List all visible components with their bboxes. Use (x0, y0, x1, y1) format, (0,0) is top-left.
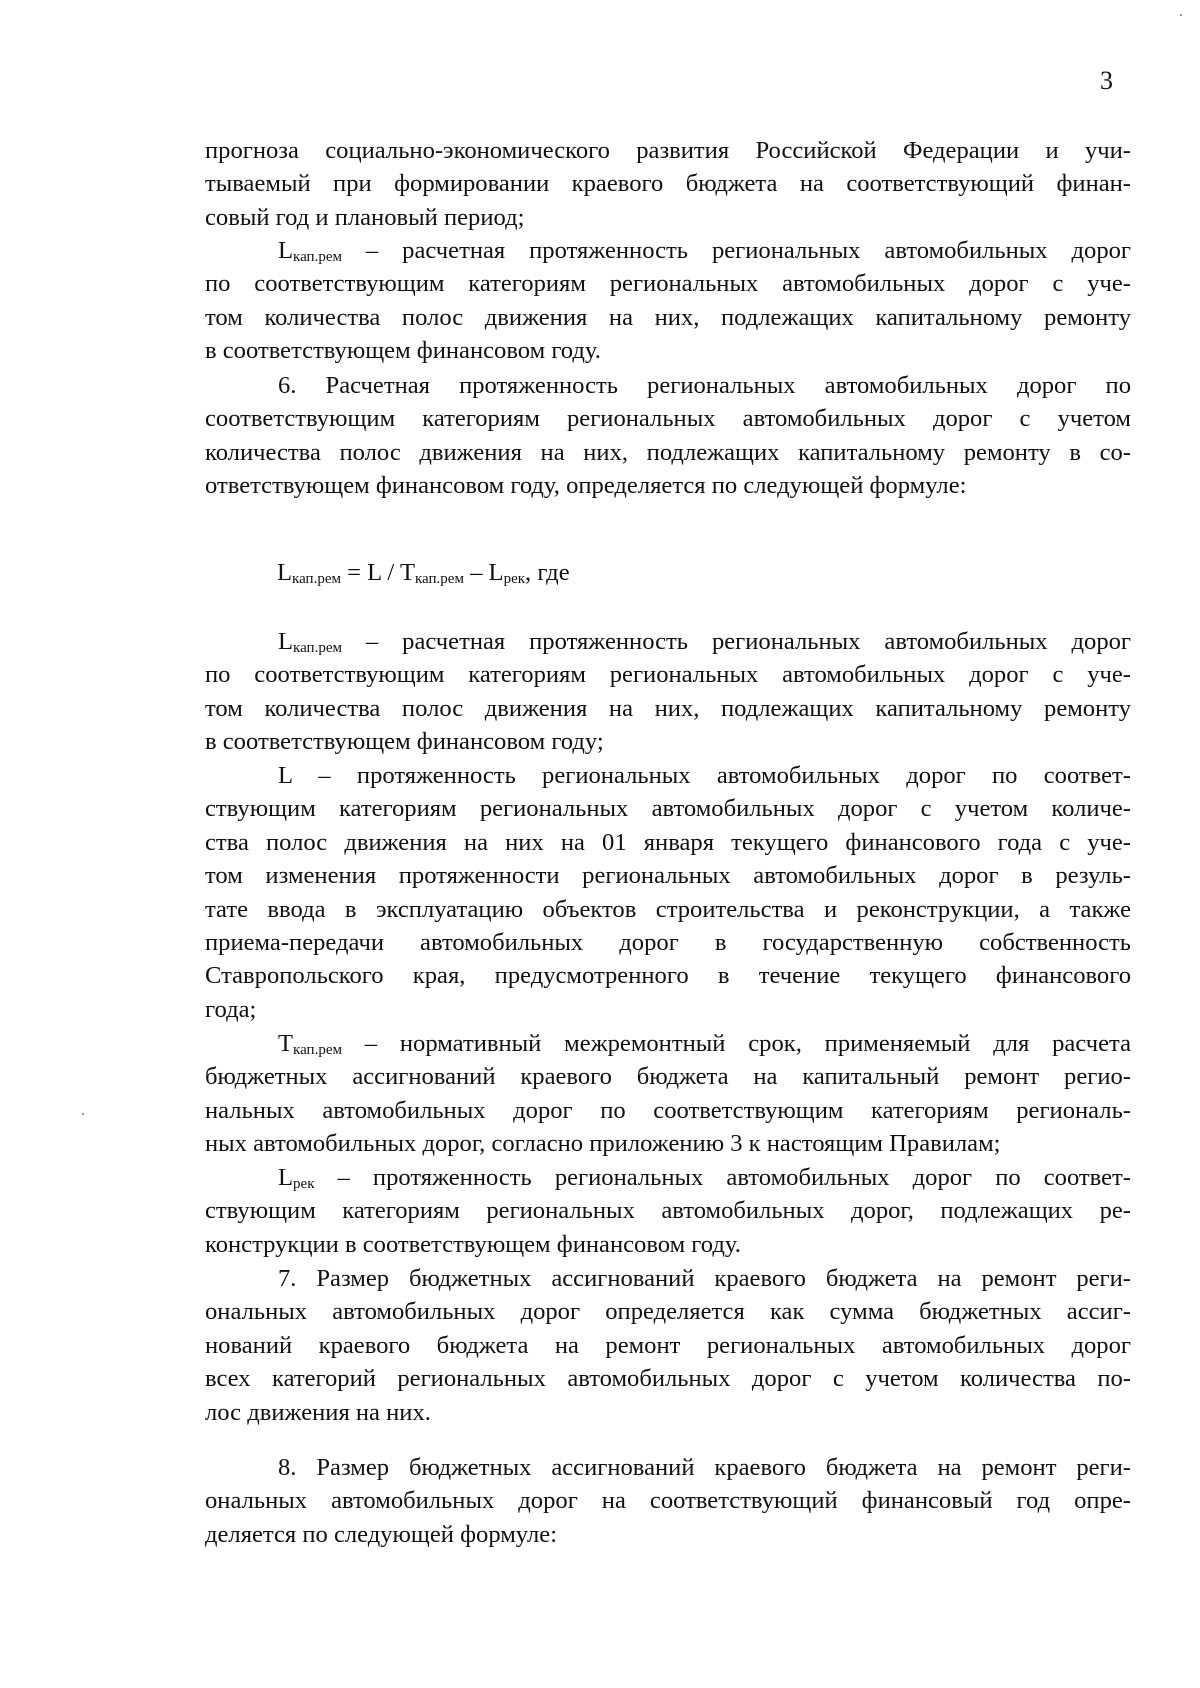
symbol-subscript: кап.рем (293, 1042, 342, 1058)
text-line: том изменения протяженности региональных автомобильных дорог в резуль- (205, 862, 1131, 890)
text-line (205, 625, 1131, 658)
text-line: лос движения на них. (205, 1398, 431, 1426)
text-line: ствующим категориям региональных автомобильных дорог с учетом количе- (205, 795, 1131, 823)
definition-l-kap-rem (205, 625, 1131, 759)
formula-symbol: L (277, 559, 293, 586)
text-line: 6. Расчетная протяженность региональных автомобильных дорог по (278, 372, 1131, 399)
text-line: по соответствующим категориям региональных автомобильных дорог с уче- (205, 661, 1131, 689)
text-line: в соответствующем финансовом году. (205, 337, 601, 365)
text-line: ональных автомобильных дорог на соответствующий финансовый год опре- (205, 1487, 1131, 1515)
text-line: нований краевого бюджета на ремонт региональных автомобильных дорог (205, 1331, 1131, 1359)
text-line: года; (205, 995, 257, 1023)
symbol-subscript: кап.рем (293, 640, 342, 656)
symbol: L (278, 1164, 294, 1191)
formula-segment: = L / T (340, 559, 415, 586)
text-line: соответствующим категориям региональных автомобильных дорог с учетом (205, 405, 1131, 433)
text-line: тываемый при формировании краевого бюджета на соответствующий финан- (205, 170, 1131, 198)
text-line: прогноза социально-экономического развития Российской Федерации и учи- (205, 137, 1131, 164)
text-line: в соответствующем финансовом году; (205, 728, 604, 756)
text-line: бюджетных ассигнований краевого бюджета на капитальный ремонт регио- (205, 1063, 1131, 1091)
scan-speck (1180, 14, 1182, 16)
text-line (205, 234, 1131, 267)
text-line: том количества полос движения на них, подлежащих капитальному ремонту (205, 694, 1131, 722)
text-line: ствующим категориям региональных автомобильных дорог, подлежащих ре- (205, 1197, 1131, 1225)
paragraph-6 (205, 369, 1131, 503)
text-line: всех категорий региональных автомобильных дорог с учетом количества по- (205, 1365, 1131, 1393)
text-line: нальных автомобильных дорог по соответствующим категориям региональ- (205, 1096, 1131, 1124)
formula-subscript: кап.рем (414, 571, 464, 587)
text-line: том количества полос движения на них, подлежащих капитальному ремонту (205, 303, 1131, 331)
text-line: деляется по следующей формуле: (205, 1520, 558, 1548)
definition-l-kap-rem-first (205, 234, 1131, 368)
symbol: T (278, 1030, 294, 1057)
text-segment: – протяженность региональных автомобильных дорог по соответ- (314, 1164, 1131, 1191)
definition-l-rek (205, 1161, 1131, 1261)
formula-subscript: рек (503, 571, 526, 587)
text-line: Ставропольского края, предусмотренного в течение текущего финансового (205, 962, 1131, 990)
text-line: ства полос движения на них на 01 января текущего финансового года с уче- (205, 828, 1131, 856)
scan-speck (82, 1113, 84, 1115)
page-number: 3 (1100, 66, 1113, 95)
symbol: L (278, 628, 294, 655)
text-line: количества полос движения на них, подлежащих капитальному ремонту в со- (205, 438, 1131, 466)
symbol-subscript: рек (293, 1176, 315, 1192)
text-line: ональных автомобильных дорог определяется как сумма бюджетных ассиг- (205, 1298, 1131, 1326)
text-line: ных автомобильных дорог, согласно приложению 3 к настоящим Правилам; (205, 1130, 1001, 1158)
symbol: L (278, 237, 294, 264)
definition-t-kap-rem (205, 1027, 1131, 1161)
text-line: L – протяженность региональных автомобильных дорог по соответ- (278, 762, 1131, 789)
text-line: 8. Размер бюджетных ассигнований краевого бюджета на ремонт реги- (278, 1454, 1131, 1481)
text-segment: – расчетная протяженность региональных автомобильных дорог (341, 237, 1131, 264)
text-line: совый год и плановый период; (205, 203, 525, 231)
text-segment: – нормативный межремонтный срок, применяемый для расчета (341, 1030, 1131, 1057)
formula-l-kap-rem (277, 556, 570, 590)
text-line: 7. Размер бюджетных ассигнований краевого бюджета на ремонт реги- (278, 1265, 1131, 1292)
text-line (205, 1027, 1131, 1060)
text-line: ответствующем финансовом году, определяется по следующей формуле: (205, 472, 967, 500)
text-line: приема-передачи автомобильных дорог в государственную собственность (205, 929, 1131, 957)
paragraph-8 (205, 1451, 1131, 1551)
symbol-subscript: кап.рем (293, 249, 342, 265)
definition-l (205, 759, 1131, 1026)
text-line: по соответствующим категориям региональных автомобильных дорог с уче- (205, 270, 1131, 298)
paragraph-7 (205, 1262, 1131, 1429)
text-line: тате ввода в эксплуатацию объектов строительства и реконструкции, а также (205, 895, 1131, 923)
formula-segment: , где (525, 559, 570, 586)
text-segment: – расчетная протяженность региональных автомобильных дорог (341, 628, 1131, 655)
paragraph-forecast-continuation (205, 134, 1131, 234)
formula-segment: – L (463, 559, 504, 586)
text-line (205, 1161, 1131, 1194)
text-line: конструкции в соответствующем финансовом году. (205, 1230, 741, 1258)
formula-subscript: кап.рем (292, 571, 341, 587)
